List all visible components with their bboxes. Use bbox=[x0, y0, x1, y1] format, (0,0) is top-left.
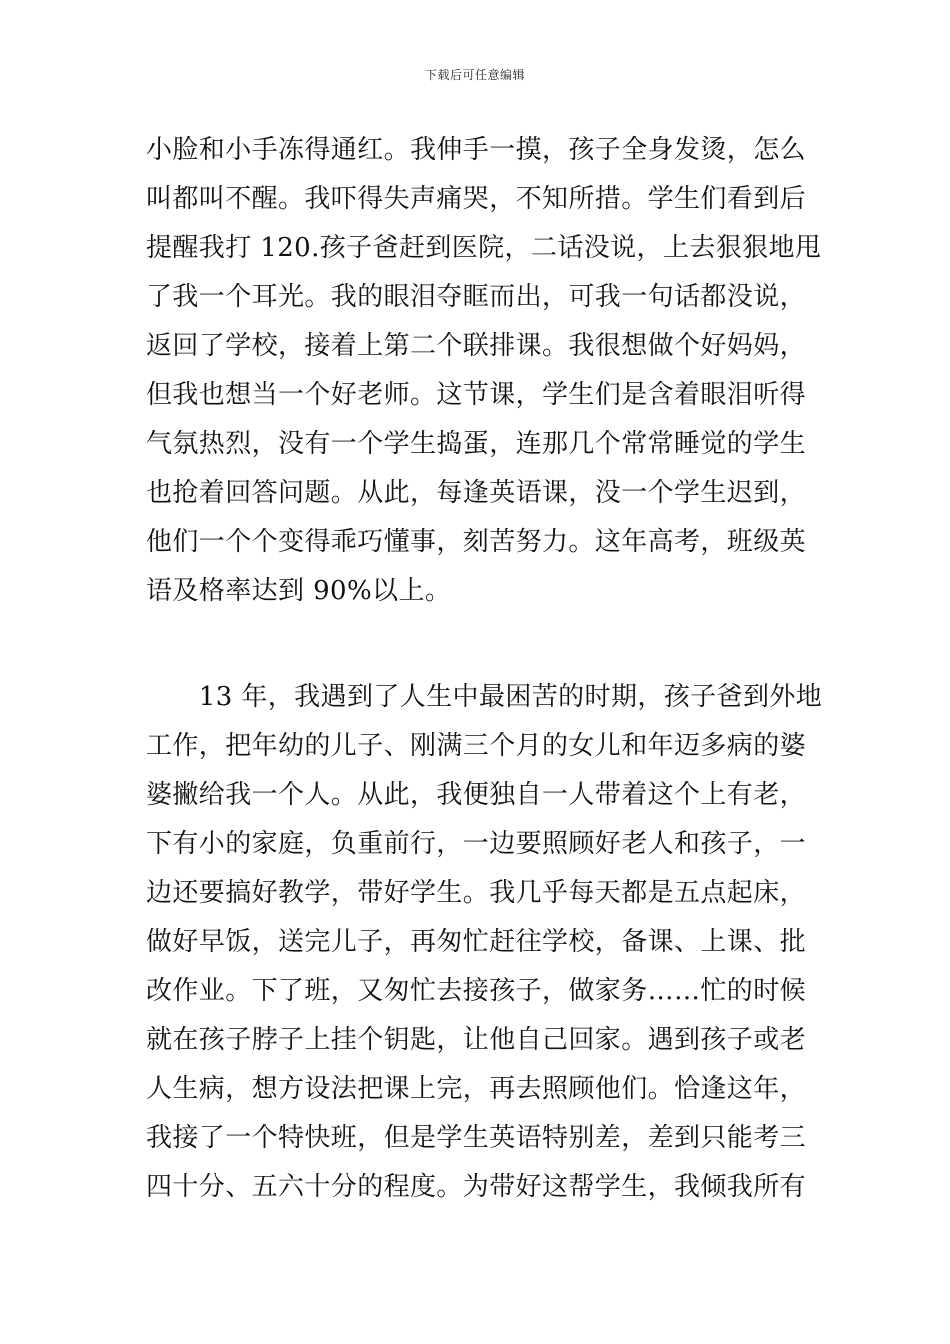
text-line: 改作业。下了班，又匆忙去接孩子，做家务……忙的时候 bbox=[146, 976, 807, 1006]
text-line: 提醒我打 120.孩子爸赶到医院，二话没说，上去狠狠地甩 bbox=[146, 233, 822, 263]
text-line: 气氛热烈，没有一个学生捣蛋，连那几个常常睡觉的学生 bbox=[146, 429, 807, 459]
text-line: 但我也想当一个好老师。这节课，学生们是含着眼泪听得 bbox=[146, 380, 807, 410]
text-line: 小脸和小手冻得通红。我伸手一摸，孩子全身发烫，怎么 bbox=[146, 135, 807, 165]
text-line: 他们一个个变得乖巧懂事，刻苦努力。这年高考，班级英 bbox=[146, 527, 807, 557]
text-line: 婆撇给我一个人。从此，我便独自一人带着这个上有老， bbox=[146, 780, 807, 810]
text-line: 边还要搞好教学，带好学生。我几乎每天都是五点起床， bbox=[146, 878, 807, 908]
text-line: 返回了学校，接着上第二个联排课。我很想做个好妈妈， bbox=[146, 331, 807, 361]
text-line: 也抢着回答问题。从此，每逢英语课，没一个学生迟到， bbox=[146, 478, 807, 508]
text-line: 做好早饭，送完儿子，再匆忙赶往学校，备课、上课、批 bbox=[146, 927, 807, 957]
text-line: 四十分、五六十分的程度。为带好这帮学生，我倾我所有 bbox=[146, 1172, 807, 1202]
text-line: 我接了一个特快班，但是学生英语特别差，差到只能考三 bbox=[146, 1123, 807, 1153]
paragraph-2 bbox=[146, 673, 823, 1212]
text-line: 就在孩子脖子上挂个钥匙，让他自己回家。遇到孩子或老 bbox=[146, 1025, 807, 1055]
text-line: 下有小的家庭，负重前行，一边要照顾好老人和孩子，一 bbox=[146, 829, 807, 859]
text-line: 了我一个耳光。我的眼泪夺眶而出，可我一句话都没说， bbox=[146, 282, 807, 312]
page-header: 下载后可任意编辑 bbox=[424, 68, 525, 82]
text-line: 人生病，想方设法把课上完，再去照顾他们。恰逢这年， bbox=[146, 1074, 807, 1104]
text-line: 叫都叫不醒。我吓得失声痛哭，不知所措。学生们看到后 bbox=[146, 184, 807, 214]
text-line: 语及格率达到 90%以上。 bbox=[146, 576, 452, 606]
text-line: 工作，把年幼的儿子、刚满三个月的女儿和年迈多病的婆 bbox=[146, 731, 807, 761]
text-line: 13 年，我遇到了人生中最困苦的时期，孩子爸到外地 bbox=[146, 682, 823, 712]
paragraph-1 bbox=[146, 126, 822, 616]
